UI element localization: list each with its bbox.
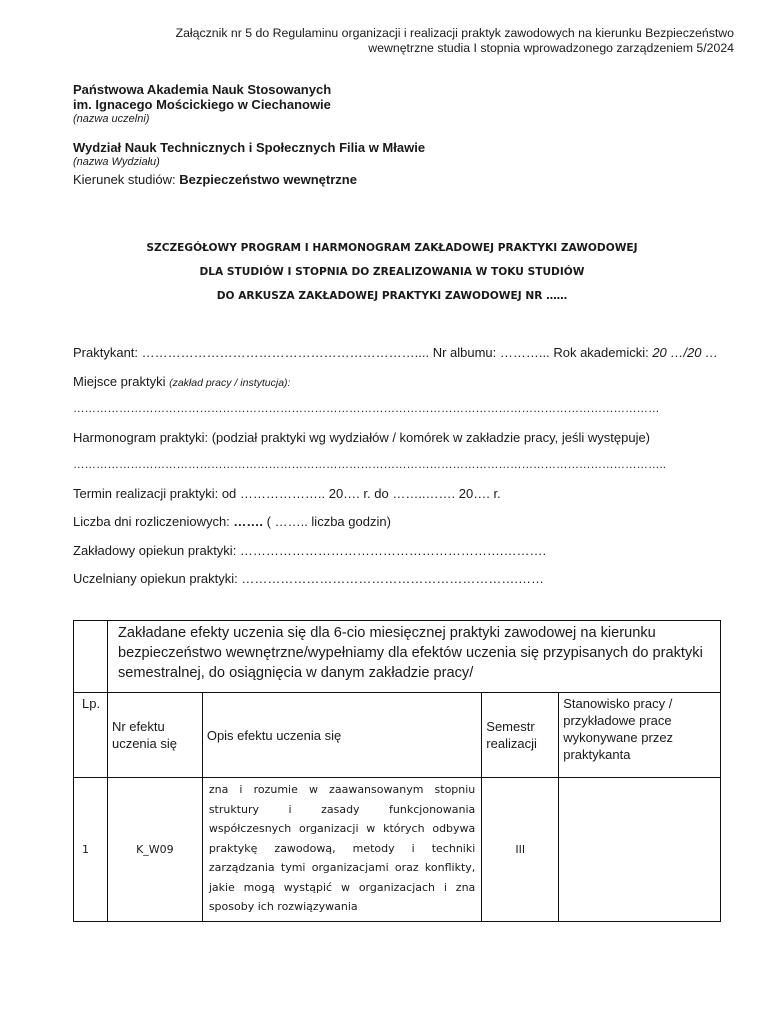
row-nr: K_W09 xyxy=(107,778,202,922)
faculty-caption: (nazwa Wydziału) xyxy=(73,156,160,168)
dni-rest: ( …….. liczba godzin) xyxy=(263,514,391,529)
miejsce-dotted-line[interactable]: ……………………………………………………………………………………………………………………………………… xyxy=(73,403,660,415)
title-line-1: SZCZEGÓŁOWY PROGRAM I HARMONOGRAM ZAKŁADOWEJ PRAKTYKI ZAWODOWEJ xyxy=(146,242,638,254)
row-stanowisko[interactable] xyxy=(559,778,721,922)
annex-line-1: Załącznik nr 5 do Regulaminu organizacji i realizacji praktyk zawodowych na kierunku Bezpieczeństwo xyxy=(175,26,734,40)
praktykant-label: Praktykant: ……………………………………………………….... Nr albumu: ………... Rok akademicki: xyxy=(73,345,653,360)
field-of-study-value: Bezpieczeństwo wewnętrzne xyxy=(179,172,357,187)
institution-block xyxy=(73,82,425,187)
col-stanowisko: Stanowisko pracy / przykładowe prace wykonywane przez praktykanta xyxy=(559,693,721,778)
row-opis: zna i rozumie w zaawansowanym stopniu struktury i zasady funkcjonowania współczesnych organizacji w których odbywa praktykę zawodową, metody i techniki zarządzania tymi organizacjami oraz konflikty, jakie mogą wystąpić w organizacjach i zna sposoby ich rozwiązywania xyxy=(202,778,481,922)
row-semestr: III xyxy=(482,778,559,922)
title-line-2: DLA STUDIÓW I STOPNIA DO ZREALIZOWANIA W TOKU STUDIÓW xyxy=(199,266,585,278)
col-lp: Lp. xyxy=(74,693,108,778)
table-header-text: Zakładane efekty uczenia się dla 6-cio miesięcznej praktyki zawodowej na kierunku bezpieczeństwo wewnętrzne/wypełniamy dla efektów uczenia się przypisanych do praktyki semestralnej, do osiągnięcia w danym zakładzie pracy/ xyxy=(107,621,720,693)
learning-outcomes-table xyxy=(73,620,721,922)
annex-line-2: wewnętrzne studia I stopnia wprowadzonego zarządzeniem 5/2024 xyxy=(368,40,734,55)
header-empty-cell xyxy=(74,621,108,693)
column-headers-row xyxy=(74,693,721,778)
annex-note xyxy=(94,26,734,55)
row-lp: 1 xyxy=(74,778,108,922)
faculty-name: Wydział Nauk Technicznych i Społecznych Filia w Mławie xyxy=(73,140,426,155)
harmonogram-label: Harmonogram praktyki: (podział praktyki wg wydziałów / komórek w zakładzie pracy, jeśli występuje) xyxy=(73,430,651,445)
col-semestr: Semestr realizacji xyxy=(482,693,559,778)
table-header-row xyxy=(74,621,721,693)
university-name-line-2: im. Ignacego Mościckiego w Ciechanowie xyxy=(73,97,331,112)
title-line-3: DO ARKUSZA ZAKŁADOWEJ PRAKTYKI ZAWODOWEJ NR …… xyxy=(216,290,568,302)
termin-row[interactable]: Termin realizacji praktyki: od ……………….. 20…. r. do ……..……. 20…. r. xyxy=(73,486,501,501)
academic-year-value: 20 …/20 … xyxy=(652,345,719,360)
field-of-study-label: Kierunek studiów: xyxy=(73,172,180,187)
table-row xyxy=(74,778,721,922)
harmonogram-dotted-line[interactable]: ……………………………………………………………………………………………………………………………………….. xyxy=(73,459,666,471)
miejsce-hint: (zakład pracy / instytucja): xyxy=(169,377,291,389)
university-name-line-1: Państwowa Akademia Nauk Stosowanych xyxy=(73,82,332,97)
opiekun-uczelniany-row[interactable]: Uczelniany opiekun praktyki: ……………………………………………………….…… xyxy=(73,571,544,586)
dni-row[interactable] xyxy=(73,514,391,529)
opiekun-zakladowy-row[interactable]: Zakładowy opiekun praktyki: …………………………………………………….………. xyxy=(73,543,547,558)
col-opis: Opis efektu uczenia się xyxy=(202,693,481,778)
dni-value: ……. xyxy=(233,514,264,529)
col-nr-efektu: Nr efektu uczenia się xyxy=(107,693,202,778)
praktykant-row xyxy=(73,345,718,360)
document-title xyxy=(72,236,712,308)
university-caption: (nazwa uczelni) xyxy=(73,113,150,125)
dni-label: Liczba dni rozliczeniowych: xyxy=(73,514,234,529)
miejsce-label: Miejsce praktyki xyxy=(73,374,170,389)
field-of-study xyxy=(73,172,425,187)
miejsce-row xyxy=(73,374,290,389)
